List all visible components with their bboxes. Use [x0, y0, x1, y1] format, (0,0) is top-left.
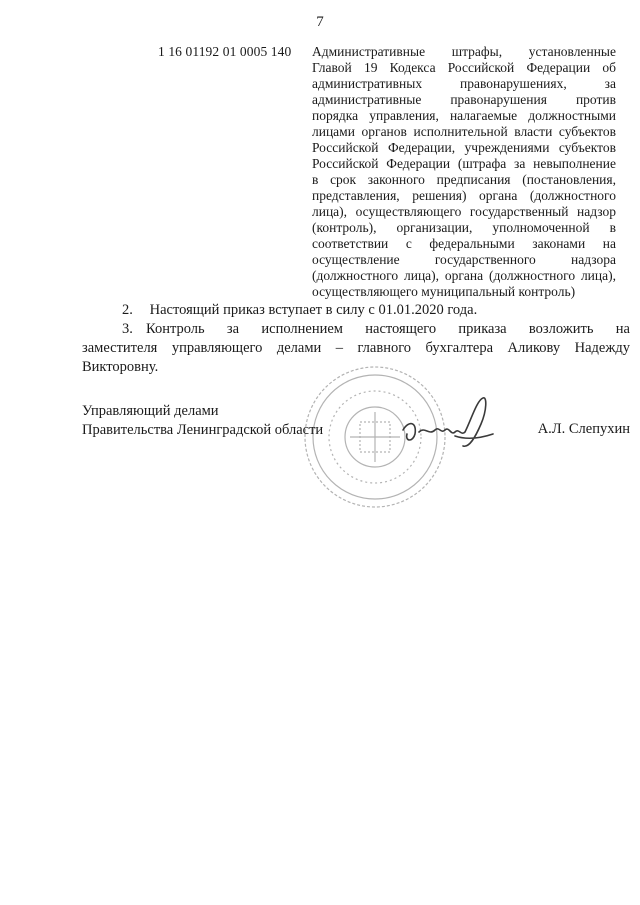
description-line: административные правонарушения против	[312, 92, 616, 107]
paragraph-number: 2.	[122, 302, 133, 318]
description-line: Российской Федерации (штрафа за невыполнение	[312, 156, 616, 171]
paragraph-text: Викторовну.	[82, 359, 159, 375]
description-line: Административные штрафы, установленные	[312, 44, 616, 59]
description-line: осуществление государственного надзора	[312, 252, 616, 267]
description-line: Российской Федерации, учреждениями субъектов	[312, 140, 616, 155]
description-line: лицами органов исполнительной власти субъектов	[312, 124, 616, 139]
description-line: (должностного лица), органа (должностного лица),	[312, 268, 616, 283]
code-description	[312, 44, 616, 300]
paragraph-2	[82, 301, 630, 320]
signatory-title-line: Управляющий делами	[82, 403, 219, 419]
signatory-title	[82, 402, 323, 440]
page-number: 7	[316, 14, 324, 30]
description-line: лица), осуществляющего государственный надзор	[312, 204, 616, 219]
handwritten-signature	[395, 390, 505, 460]
description-line: Главой 19 Кодекса Российской Федерации об	[312, 60, 616, 75]
description-line: представления, решения) органа (должностного	[312, 188, 616, 203]
paragraph-first-line	[82, 320, 630, 339]
signatory-name: А.Л. Слепухин	[537, 421, 630, 437]
description-line: административных правонарушениях, за	[312, 76, 616, 91]
description-line: соответствии с федеральными законами на	[312, 236, 616, 251]
paragraph-text: Контроль за исполнением настоящего приказа возложить на	[146, 321, 630, 337]
description-line: (контроль), организации, уполномоченной в	[312, 220, 616, 235]
paragraph-text: заместителя управляющего делами – главного бухгалтера Аликову Надежду	[82, 340, 630, 356]
description-line: осуществляющего муниципальный контроль)	[312, 284, 576, 299]
budget-classification-code: 1 16 01192 01 0005 140	[158, 44, 292, 59]
signatory-title-line: Правительства Ленинградской области	[82, 422, 324, 438]
paragraph-number: 3.	[122, 321, 133, 337]
description-line: в срок законного предписания (постановления,	[312, 172, 616, 187]
description-line: порядка управления, налагаемые должностными	[312, 108, 616, 123]
paragraph-text: Настоящий приказ вступает в силу с 01.01.2020 года.	[149, 302, 478, 318]
